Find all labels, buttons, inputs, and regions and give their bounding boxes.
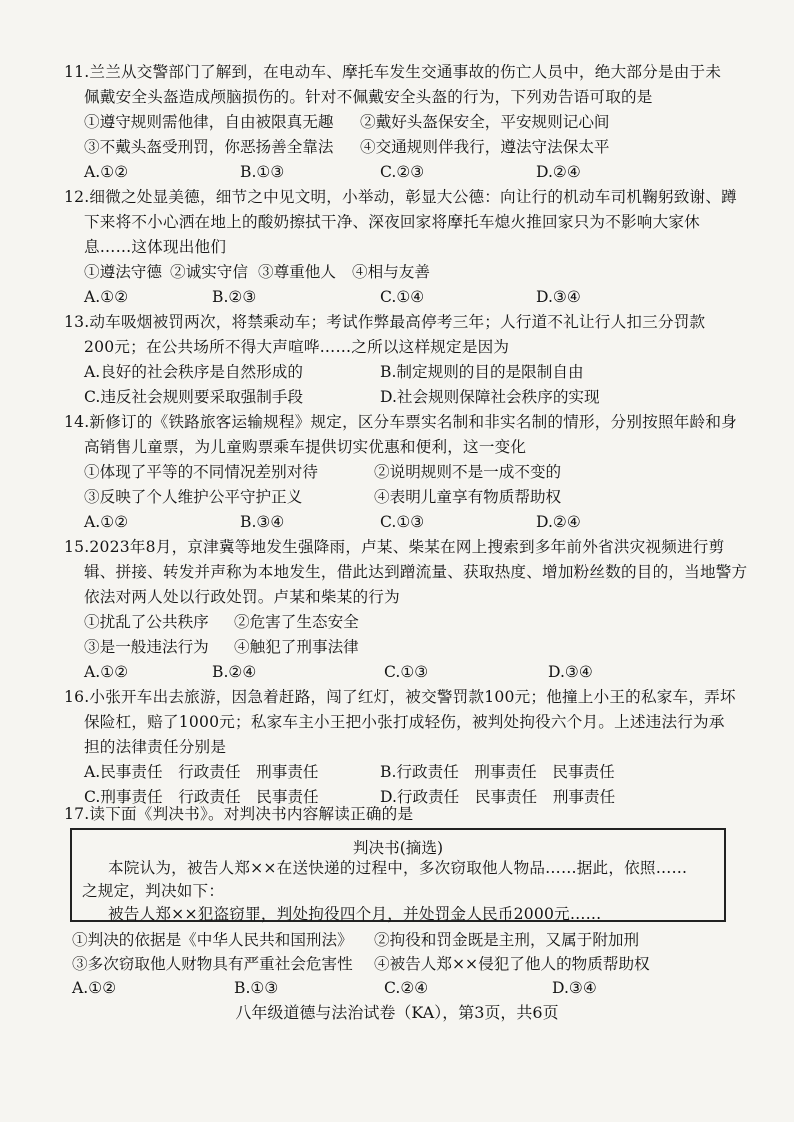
q15-choice-1: ①扰乱了公共秩序	[84, 613, 209, 631]
q14-option-a: A.①②	[84, 513, 129, 531]
q15-option-a: A.①②	[84, 663, 129, 681]
q13-option-a: A.良好的社会秩序是自然形成的	[84, 363, 303, 381]
q14-stem-line-1: 14.新修订的《铁路旅客运输规程》规定，区分车票实名制和非实名制的情形，分别按照年龄和身	[64, 413, 737, 431]
q16-option-d: D.行政责任 民事责任 刑事责任	[380, 788, 616, 806]
q15-stem-line-3: 依法对两人处以行政处罚。卢某和柴某的行为	[84, 588, 400, 606]
q13-option-c: C.违反社会规则要采取强制手段	[84, 388, 304, 406]
q15-stem-line-2: 辑、拼接、转发并声称为本地发生，借此达到蹭流量、获取热度、增加粉丝数的目的，当地警方	[84, 563, 748, 581]
q11-choice-3: ③不戴头盔受刑罚，你恶扬善全靠法	[84, 138, 334, 156]
verdict-line-1: 本院认为，被告人郑××在送快递的过程中，多次窃取他人物品……据此，依照……	[108, 859, 688, 877]
q11-choice-4: ④交通规则伴我行，遵法守法保太平	[360, 138, 610, 156]
q11-option-a: A.①②	[84, 163, 129, 181]
q11-option-b: B.①③	[240, 163, 285, 181]
q12-option-c: C.①④	[380, 288, 425, 306]
q17-stem: 17.读下面《判决书》。对判决书内容解读正确的是	[64, 805, 414, 823]
q11-option-d: D.②④	[536, 163, 581, 181]
q17-choice-4: ④被告人郑××侵犯了他人的物质帮助权	[374, 955, 650, 973]
q14-stem-line-2: 高销售儿童票，为儿童购票乘车提供切实优惠和便利，这一变化	[84, 438, 527, 456]
q11-stem-line-1: 11.兰兰从交警部门了解到，在电动车、摩托车发生交通事故的伤亡人员中，绝大部分是由于未	[64, 63, 722, 81]
q14-option-b: B.③④	[240, 513, 285, 531]
q16-stem-line-2: 保险杠，赔了1000元；私家车主小王把小张打成轻伤，被判处拘役六个月。上述违法行为承	[84, 713, 725, 731]
q17-choice-2: ②拘役和罚金既是主刑，又属于附加刑	[374, 931, 640, 949]
q15-option-b: B.②④	[212, 663, 257, 681]
q17-choice-1: ①判决的依据是《中华人民共和国刑法》	[72, 931, 353, 949]
verdict-title: 判决书(摘选)	[352, 839, 444, 857]
q14-option-d: D.②④	[536, 513, 581, 531]
q16-option-a: A.民事责任 行政责任 刑事责任	[84, 763, 319, 781]
page-footer: 八年级道德与法治试卷（KA），第3页，共6页	[235, 1003, 559, 1022]
q11-option-c: C.②③	[380, 163, 425, 181]
q17-option-b: B.①③	[234, 979, 279, 997]
q12-stem-line-3: 息……这体现出他们	[84, 238, 227, 256]
q13-stem-line-2: 200元；在公共场所不得大声喧哗……之所以这样规定是因为	[84, 338, 510, 356]
q16-option-b: B.行政责任 刑事责任 民事责任	[380, 763, 615, 781]
q14-option-c: C.①③	[380, 513, 425, 531]
verdict-line-2: 之规定，判决如下：	[82, 882, 225, 900]
q16-stem-line-1: 16.小张开车出去旅游，因急着赶路，闯了红灯，被交警罚款100元；他撞上小王的私家车，弄坏	[64, 688, 736, 706]
q14-choice-4: ④表明儿童享有物质帮助权	[374, 488, 562, 506]
q14-choice-1: ①体现了平等的不同情况差别对待	[84, 463, 318, 481]
q12-stem-line-2: 下来将不小心洒在地上的酸奶擦拭干净、深夜回家将摩托车熄火推回家只为不影响大家休	[84, 213, 700, 231]
q12-choice-2: ②诚实守信	[170, 263, 248, 281]
q17-option-a: A.①②	[72, 979, 117, 997]
q13-option-b: B.制定规则的目的是限制自由	[380, 363, 584, 381]
q13-stem-line-1: 13.动车吸烟被罚两次，将禁乘动车；考试作弊最高停考三年；人行道不礼让行人扣三分罚款	[64, 313, 706, 331]
q17-option-d: D.③④	[552, 979, 597, 997]
q13-option-d: D.社会规则保障社会秩序的实现	[380, 388, 600, 406]
q12-choice-1: ①遵法守德	[84, 263, 162, 281]
q12-choice-4: ④相与友善	[352, 263, 430, 281]
q12-option-a: A.①②	[84, 288, 129, 306]
q15-option-d: D.③④	[548, 663, 593, 681]
q15-stem-line-1: 15.2023年8月，京津冀等地发生强降雨，卢某、柴某在网上搜索到多年前外省洪灾视频进行剪	[64, 538, 725, 556]
q12-choice-3: ③尊重他人	[258, 263, 336, 281]
q16-option-c: C.刑事责任 行政责任 民事责任	[84, 788, 319, 806]
q15-choice-2: ②危害了生态安全	[234, 613, 359, 631]
q14-choice-2: ②说明规则不是一成不变的	[374, 463, 562, 481]
q14-choice-3: ③反映了个人维护公平守护正义	[84, 488, 303, 506]
q17-choice-3: ③多次窃取他人财物具有严重社会危害性	[72, 955, 353, 973]
q11-choice-2: ②戴好头盔保安全，平安规则记心间	[360, 113, 610, 131]
q17-option-c: C.②④	[384, 979, 429, 997]
q15-choice-4: ④触犯了刑事法律	[234, 638, 359, 656]
q12-option-b: B.②③	[212, 288, 257, 306]
q12-option-d: D.③④	[536, 288, 581, 306]
q11-choice-1: ①遵守规则需他律，自由被限真无趣	[84, 113, 334, 131]
q15-option-c: C.①③	[384, 663, 429, 681]
q15-choice-3: ③是一般违法行为	[84, 638, 209, 656]
q11-stem-line-2: 佩戴安全头盔造成颅脑损伤的。针对不佩戴安全头盔的行为，下列劝告语可取的是	[84, 88, 653, 106]
q12-stem-line-1: 12.细微之处显美德，细节之中见文明，小举动，彰显大公德：向让行的机动车司机鞠躬致谢、蹲	[64, 188, 737, 206]
verdict-line-3: 被告人郑××犯盗窃罪，判处拘役四个月，并处罚金人民币2000元……	[108, 905, 602, 923]
q16-stem-line-3: 担的法律责任分别是	[84, 738, 227, 756]
